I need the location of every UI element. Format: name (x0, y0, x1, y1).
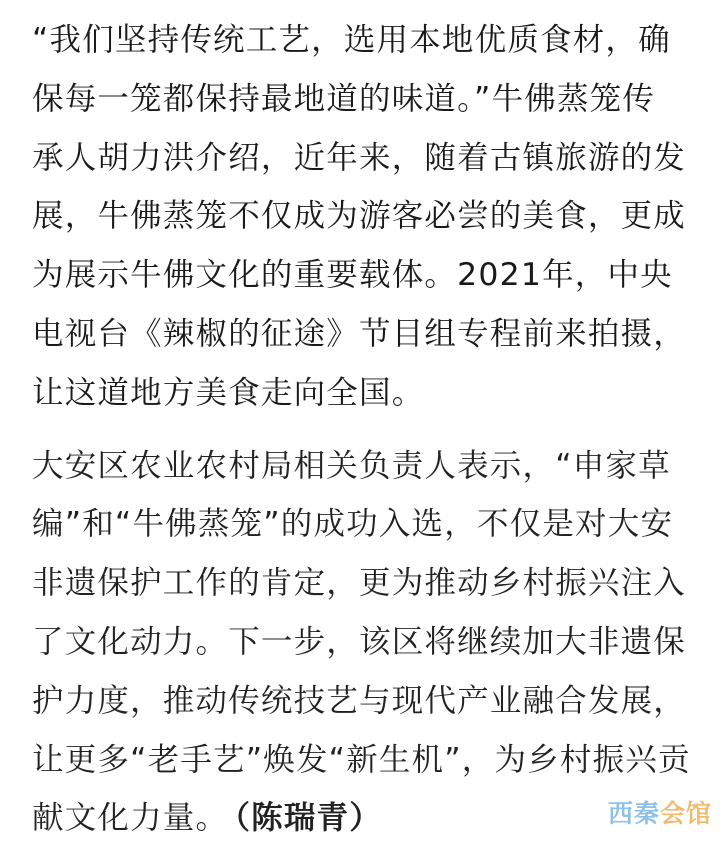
article-paragraph-2 (32, 437, 692, 848)
article-body (32, 0, 692, 848)
paragraph-line-last (32, 789, 692, 848)
paragraph-line: 承人胡力洪介绍，近年来，随着古镇旅游的发 (32, 139, 687, 176)
paragraph-line: 护力度，推动传统技艺与现代产业融合发展， (32, 682, 687, 719)
paragraph-line: 让这道地方美食走向全国。 (32, 374, 425, 411)
article-paragraph-1 (32, 0, 692, 423)
author-byline: （陈瑞青） (234, 800, 382, 837)
paragraph-line: 非遗保护工作的肯定，更为推动乡村振兴注入 (32, 565, 687, 602)
paragraph-line: “我们坚持传统工艺，选用本地优质食材，确 (32, 22, 671, 58)
paragraph-line: 编”和“牛佛蒸笼”的成功入选，不仅是对大安 (32, 506, 674, 543)
watermark-text-a: 西秦 (607, 799, 660, 828)
paragraph-line: 展，牛佛蒸笼不仅成为游客必尝的美食，更成 (32, 198, 687, 235)
paragraph-line: 让更多“老手艺”焕发“新生机”，为乡村振兴贡 (32, 741, 691, 778)
paragraph-line: 大安区农业农村局相关负责人表示，“申家草 (32, 447, 671, 484)
paragraph-line: 了文化动力。下一步，该区将继续加大非遗保 (32, 623, 687, 660)
paragraph-line: 为展示牛佛文化的重要载体。2021年，中央 (32, 257, 673, 294)
paragraph-line-text: 献文化力量。 (32, 800, 229, 837)
paragraph-line: 保每一笼都保持最地道的味道。”牛佛蒸笼传 (32, 80, 656, 117)
watermark-logo (608, 794, 712, 830)
paragraph-line: 电视台《辣椒的征途》节目组专程前来拍摄， (32, 315, 687, 352)
watermark-text-b: 会馆 (659, 799, 712, 828)
